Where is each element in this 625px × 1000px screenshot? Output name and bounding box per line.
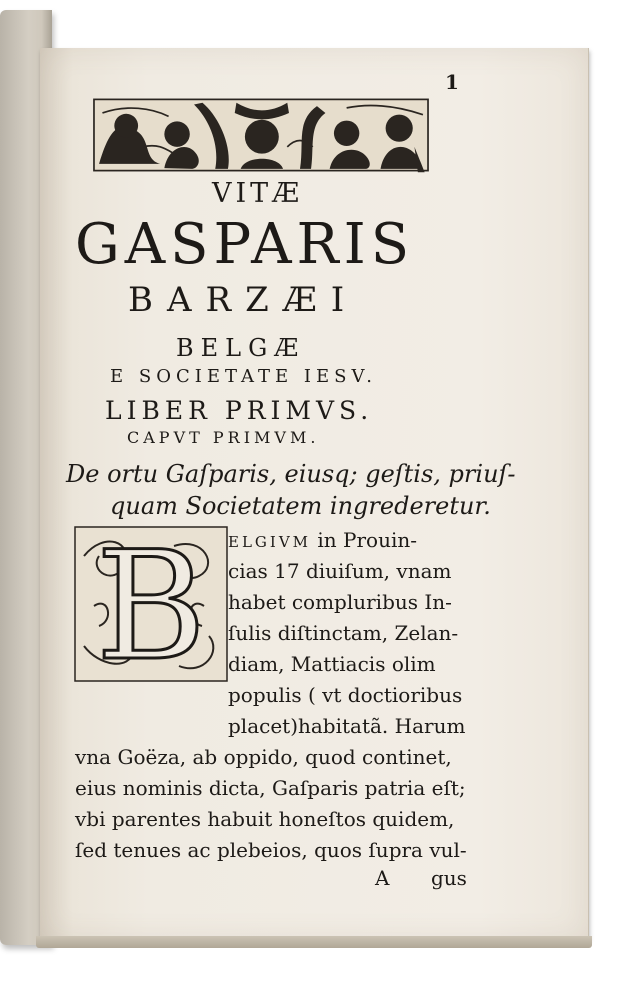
body-line-8: vna Goëza, ab oppido, quod continet,: [75, 745, 452, 769]
italic-heading-line-1: De ortu Gaſparis, eiusq; geſtis, priuſ-: [66, 460, 516, 488]
title-gasparis: GASPARIS: [75, 212, 415, 277]
body-line-9: eius nominis dicta, Gaſparis patria eſt;: [75, 776, 466, 800]
title-societate: E SOCIETATE IESV.: [110, 366, 378, 387]
body-line-11: ſed tenues ac plebeios, quos ſupra vul-: [75, 838, 467, 862]
title-belgae: BELGÆ: [176, 334, 306, 362]
chapter-heading: CAPVT PRIMVM.: [127, 428, 320, 447]
catchword: gus: [431, 866, 467, 890]
body-line-3: habet compluribus In-: [228, 590, 452, 614]
page-bottom-edge: [36, 936, 592, 948]
body-line-6: populis ( vt doctioribus: [228, 683, 463, 707]
title-barzaei: BARZÆI: [128, 280, 359, 320]
body-line-1-rest: in Prouin-: [311, 528, 417, 552]
body-line-5: diam, Mattiacis olim: [228, 652, 436, 676]
body-line-4: ſulis diſtinctam, Zelan-: [228, 621, 459, 645]
woodcut-headpiece: [62, 96, 460, 174]
decorated-initial-b: [74, 524, 228, 684]
title-vitae: VITÆ: [212, 178, 304, 209]
body-line-10: vbi parentes habuit honeſtos quidem,: [75, 807, 455, 831]
body-line-2: cias 17 diuiſum, vnam: [228, 559, 452, 583]
svg-text:B: B: [95, 524, 207, 684]
page-number: 1: [445, 70, 459, 94]
italic-heading-line-2: quam Societatem ingrederetur.: [110, 492, 491, 520]
book-heading: LIBER PRIMVS.: [105, 396, 374, 425]
body-line-1-smallcaps: ELGIVM: [228, 533, 312, 551]
body-line-7: placet)habitatã. Harum: [228, 714, 466, 738]
signature-mark: A: [375, 866, 390, 890]
body-line-1: [228, 528, 417, 552]
